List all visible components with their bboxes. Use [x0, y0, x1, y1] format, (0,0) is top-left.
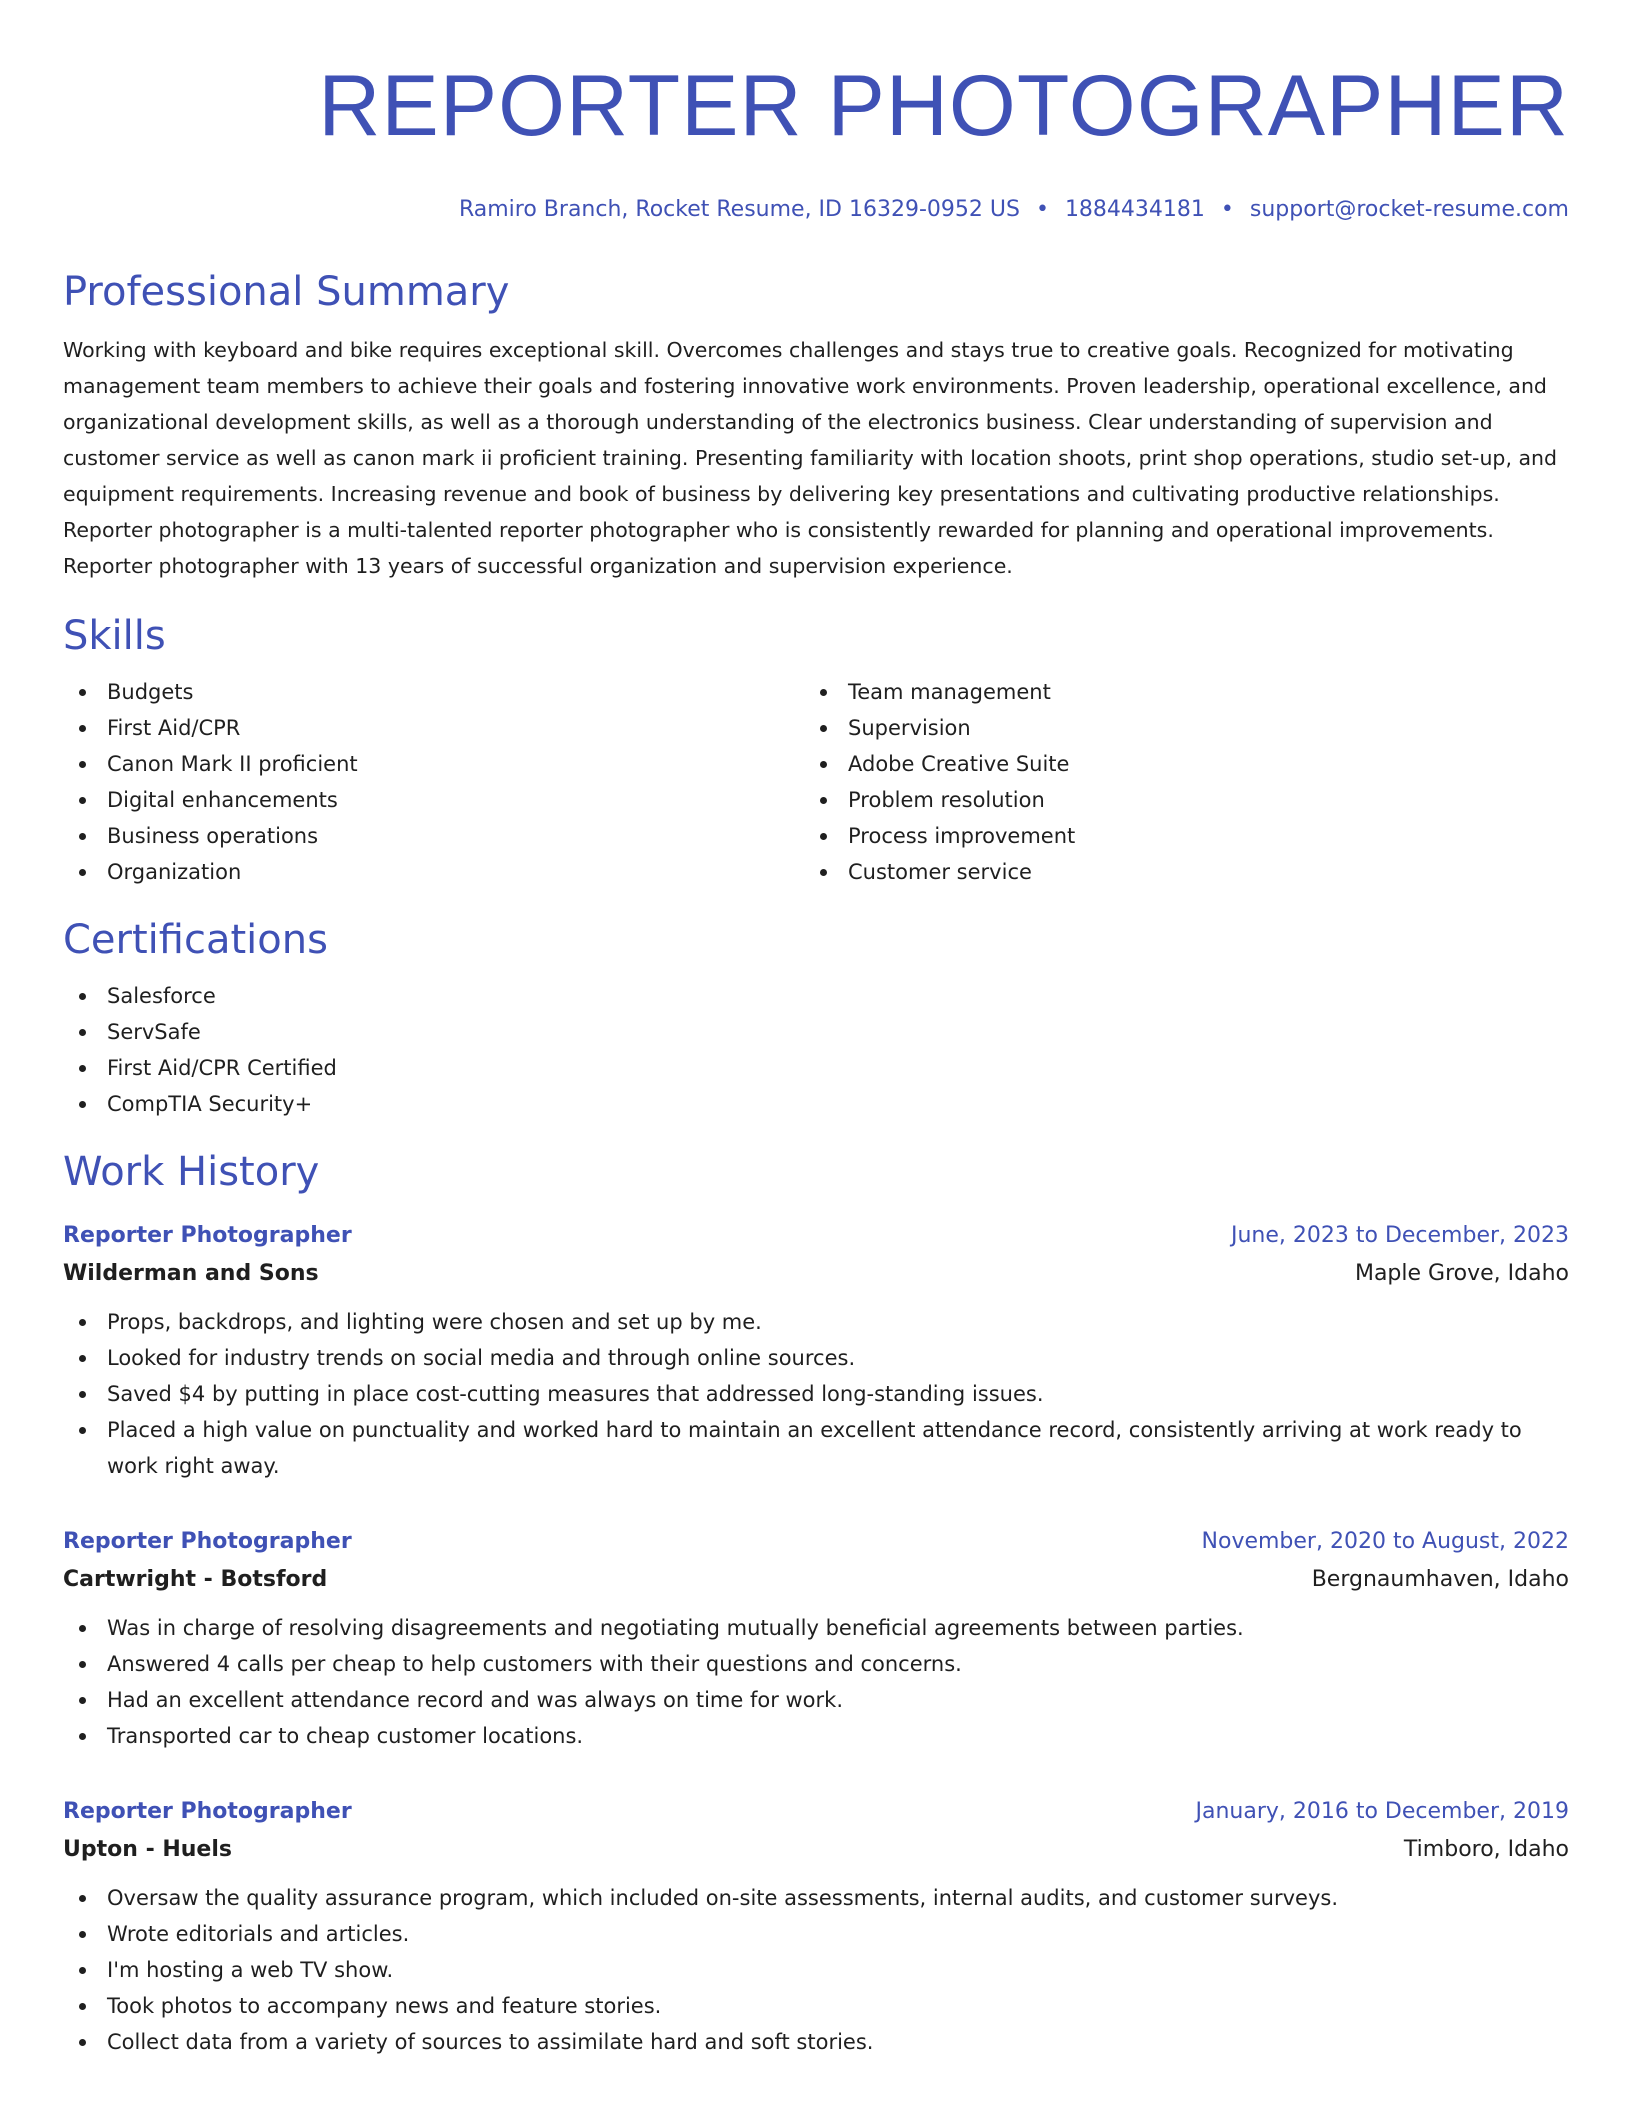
section-title: Professional Summary: [63, 269, 510, 315]
skills-columns: [63, 674, 1569, 890]
skill-item: Budgets: [63, 674, 804, 710]
section-title: Skills: [63, 613, 166, 659]
contact-email: support@rocket-resume.com: [1249, 197, 1569, 222]
contact-separator: •: [1035, 197, 1049, 222]
skill-item: Customer service: [804, 854, 1545, 890]
job-bullets: [63, 1610, 1569, 1754]
job-location: Bergnaumhaven, Idaho: [1311, 1567, 1569, 1592]
job-location: Maple Grove, Idaho: [1354, 1261, 1569, 1286]
skill-item: Supervision: [804, 710, 1545, 746]
skill-item: Adobe Creative Suite: [804, 746, 1545, 782]
skill-item: Digital enhancements: [63, 782, 804, 818]
job-location: Timboro, Idaho: [1403, 1837, 1569, 1862]
job-bullet: Transported car to cheap customer locations.: [63, 1718, 1569, 1754]
job-bullet: Answered 4 calls per cheap to help customers with their questions and concerns.: [63, 1646, 1569, 1682]
job-bullet: Collect data from a variety of sources to assimilate hard and soft stories.: [63, 2024, 1569, 2060]
job-bullet: Took photos to accompany news and feature stories.: [63, 1988, 1569, 2024]
job-company-row: [63, 1830, 1569, 1870]
contact-line: [63, 196, 1569, 224]
job-entry: [63, 1794, 1569, 2060]
resume-header: [63, 0, 1569, 224]
contact-separator: •: [1220, 197, 1234, 222]
skill-item: Team management: [804, 674, 1545, 710]
job-company: Cartwright - Botsford: [63, 1567, 328, 1592]
job-company: Upton - Huels: [63, 1837, 232, 1862]
job-company: Wilderman and Sons: [63, 1261, 319, 1286]
section-title: Work History: [63, 1149, 320, 1195]
job-company-row: [63, 1560, 1569, 1600]
skills-section: [63, 612, 1569, 890]
job-bullet: Props, backdrops, and lighting were chosen and set up by me.: [63, 1304, 1569, 1340]
job-dates: June, 2023 to December, 2023: [1230, 1223, 1569, 1248]
job-bullet: Wrote editorials and articles.: [63, 1916, 1569, 1952]
job-title: Reporter Photographer: [63, 1529, 352, 1554]
job-bullet: Had an excellent attendance record and was always on time for work.: [63, 1682, 1569, 1718]
job-title: Reporter Photographer: [63, 1223, 352, 1248]
skill-item: Process improvement: [804, 818, 1545, 854]
job-bullet: I'm hosting a web TV show.: [63, 1952, 1569, 1988]
candidate-name: REPORTER PHOTOGRAPHER: [318, 58, 1569, 154]
job-header-row: [63, 1524, 1569, 1560]
work-history-section: [63, 1148, 1569, 2060]
job-bullet: Oversaw the quality assurance program, which included on-site assessments, internal audits, and customer surveys.: [63, 1880, 1569, 1916]
professional-summary-section: [63, 268, 1569, 584]
job-dates: November, 2020 to August, 2022: [1201, 1529, 1569, 1554]
contact-phone: 1884434181: [1064, 197, 1205, 222]
job-bullet: Looked for industry trends on social media and through online sources.: [63, 1340, 1569, 1376]
certifications-section: [63, 916, 1569, 1122]
job-entry: [63, 1524, 1569, 1754]
skill-item: Problem resolution: [804, 782, 1545, 818]
contact-address: Ramiro Branch, Rocket Resume, ID 16329-0952 US: [458, 197, 1020, 222]
certification-item: ServSafe: [63, 1014, 1569, 1050]
job-company-row: [63, 1254, 1569, 1294]
job-header-row: [63, 1218, 1569, 1254]
job-bullet: Saved $4 by putting in place cost-cutting measures that addressed long-standing issues.: [63, 1376, 1569, 1412]
skill-item: Organization: [63, 854, 804, 890]
skill-item: Business operations: [63, 818, 804, 854]
job-bullets: [63, 1304, 1569, 1484]
job-bullets: [63, 1880, 1569, 2060]
certification-item: CompTIA Security+: [63, 1086, 1569, 1122]
job-entry: [63, 1218, 1569, 1484]
summary-text: Working with keyboard and bike requires exceptional skill. Overcomes challenges and stays true to creative goals. Recognized for motivating management team members to achieve their goals and fostering innovative work environments. Proven leadership, operational excellence, and organizational development skills, as well as a thorough understanding of the electronics business. Clear understanding of supervision and customer service as well as canon mark ii proficient training. Presenting familiarity with location shoots, print shop operations, studio set-up, and equipment requirements. Increasing revenue and book of business by delivering key presentations and cultivating productive relationships. Reporter photographer is a multi-talented reporter photographer who is consistently rewarded for planning and operational improvements. Reporter photographer with 13 years of successful organization and supervision experience.: [63, 338, 1558, 578]
job-bullet: Placed a high value on punctuality and worked hard to maintain an excellent attendance record, consistently arriving at work ready to work right away.: [63, 1412, 1569, 1484]
job-dates: January, 2016 to December, 2019: [1195, 1799, 1569, 1824]
skill-item: First Aid/CPR: [63, 710, 804, 746]
job-bullet: Was in charge of resolving disagreements and negotiating mutually beneficial agreements between parties.: [63, 1610, 1569, 1646]
certification-item: First Aid/CPR Certified: [63, 1050, 1569, 1086]
certification-item: Salesforce: [63, 978, 1569, 1014]
skills-list-right: [804, 674, 1545, 890]
job-title: Reporter Photographer: [63, 1799, 352, 1824]
section-title: Certifications: [63, 917, 328, 963]
skills-list-left: [63, 674, 804, 890]
job-header-row: [63, 1794, 1569, 1830]
skill-item: Canon Mark II proficient: [63, 746, 804, 782]
certifications-list: [63, 978, 1569, 1122]
